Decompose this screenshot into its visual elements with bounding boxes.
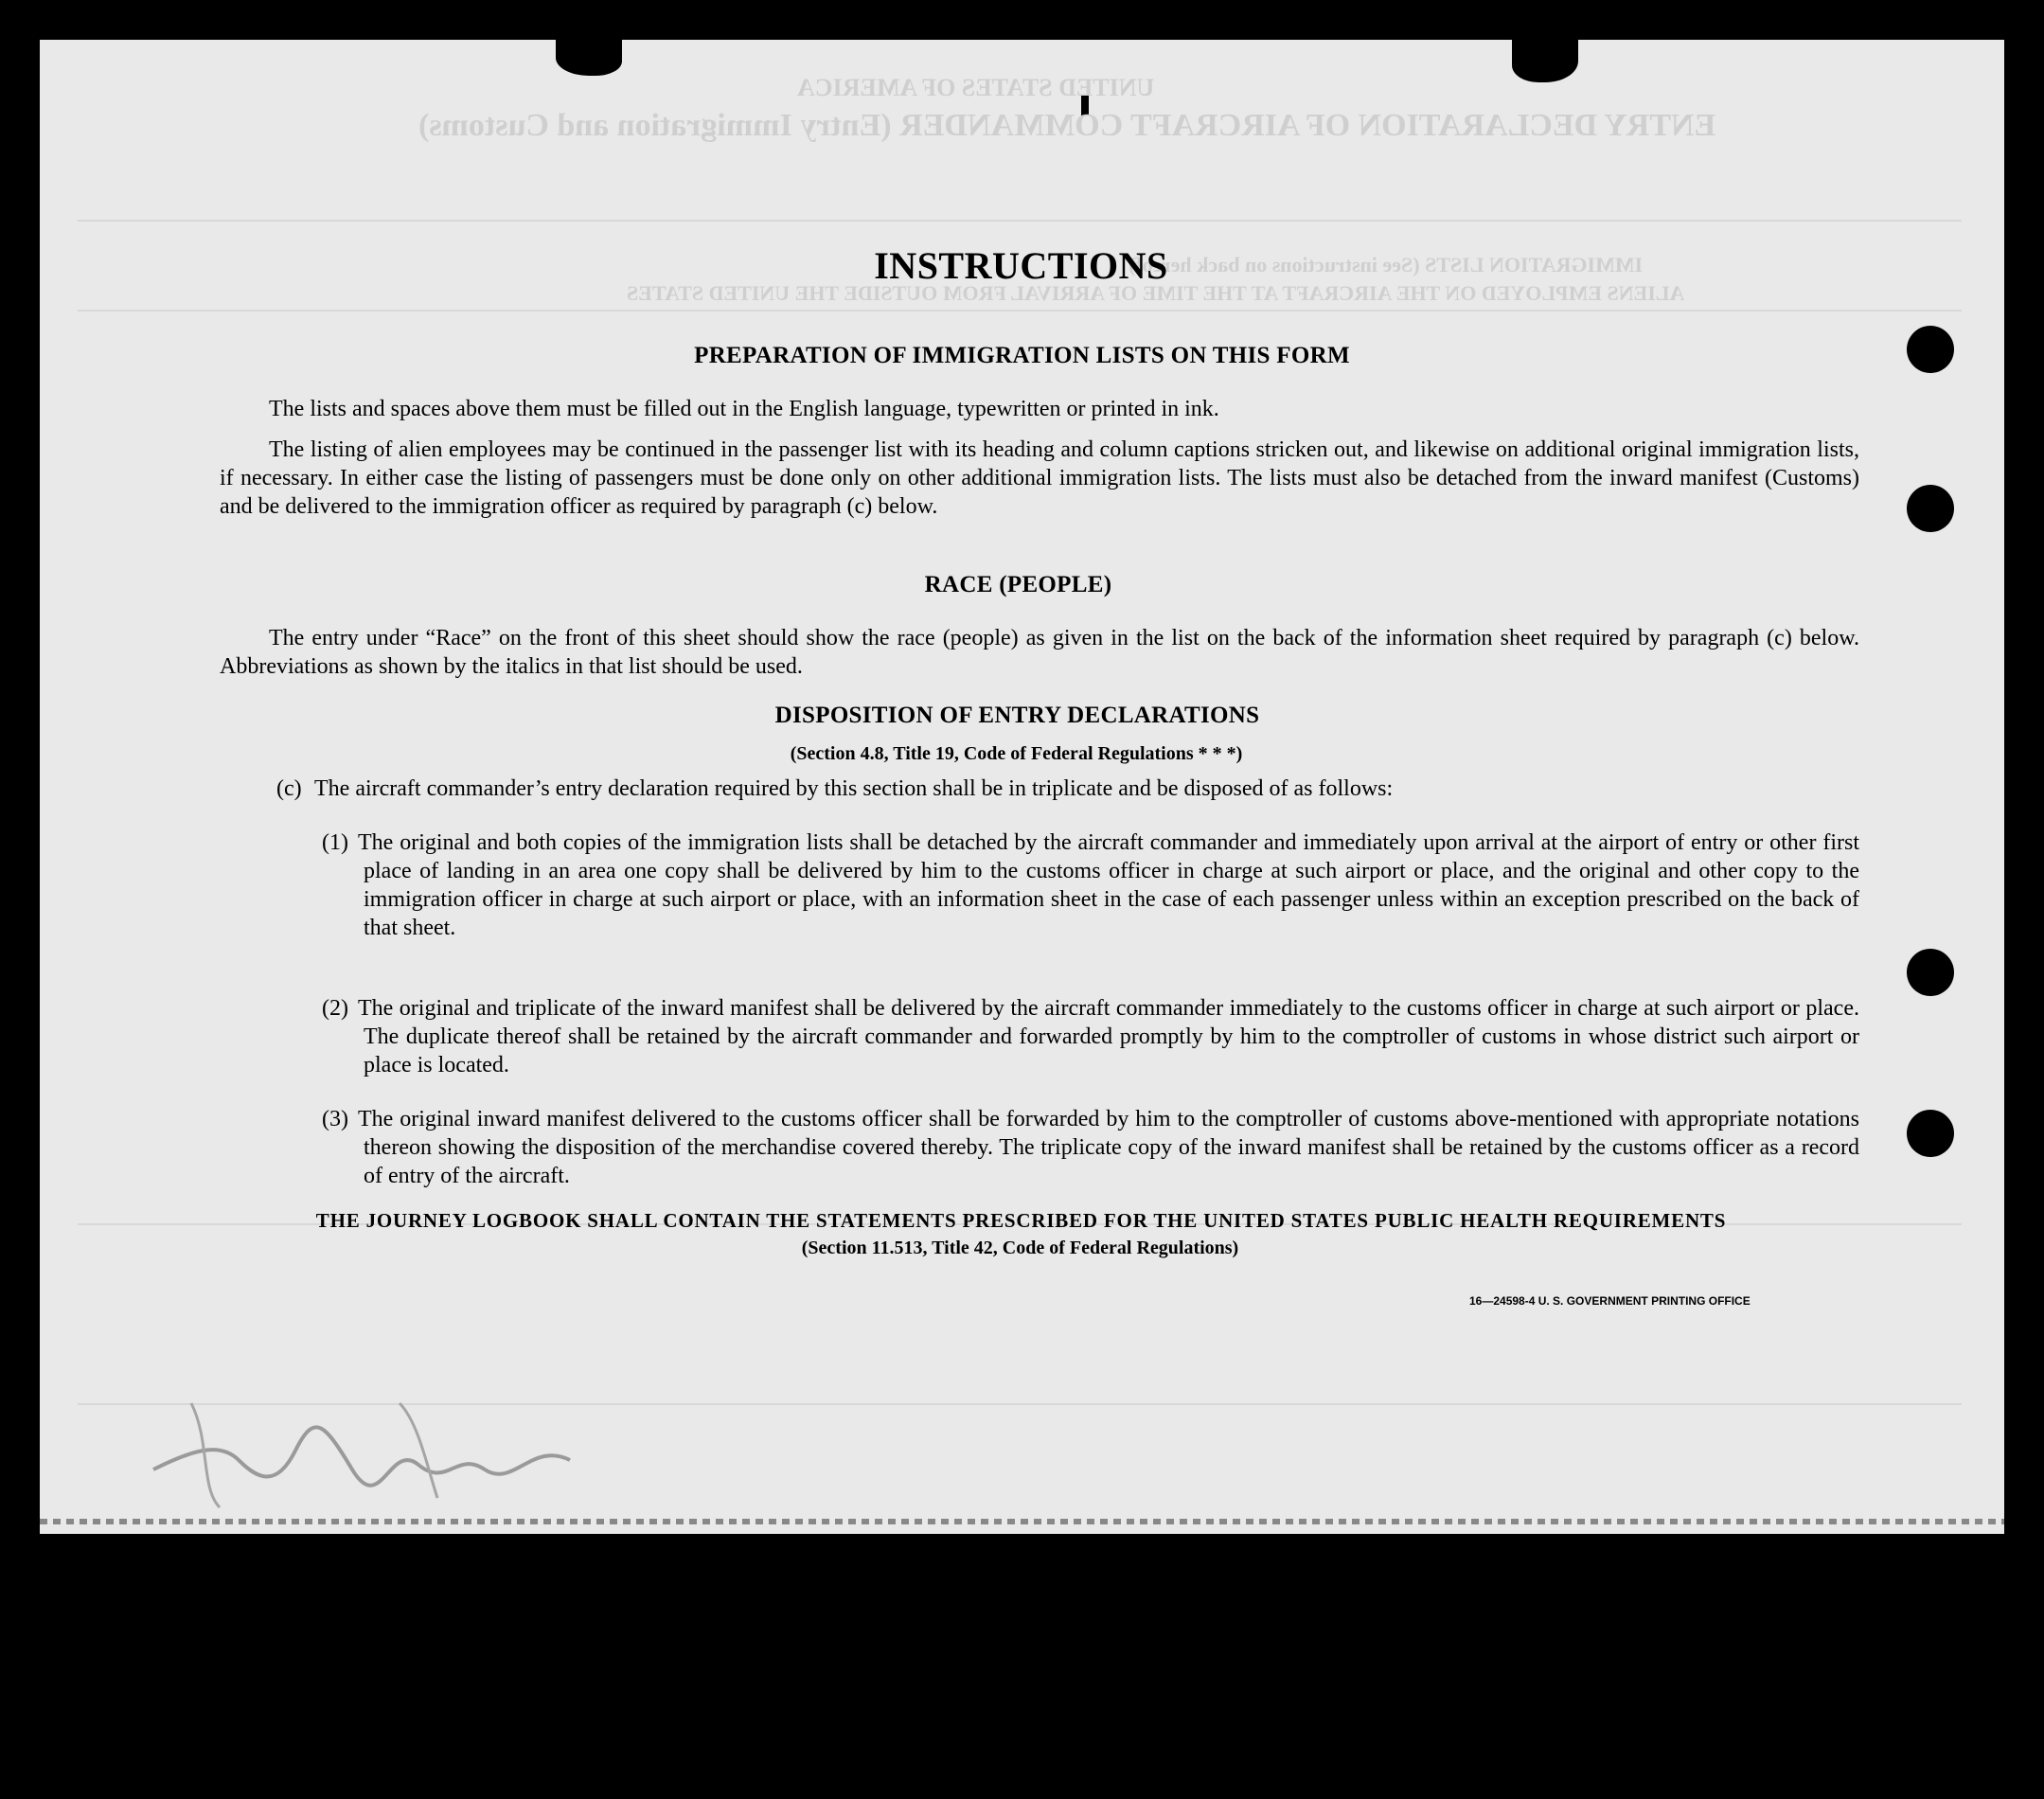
section-heading-disposition: DISPOSITION OF ENTRY DECLARATIONS: [774, 703, 1260, 728]
bleed-through: IMMIGRATION LISTS (See instructions on back hereof): [1129, 253, 1644, 276]
journey-logbook-citation: (Section 11.513, Title 42, Code of Federal Regulations): [801, 1238, 1239, 1258]
list-item-number: (2): [322, 996, 348, 1021]
paragraph-text: The listing of alien employees may be continued in the passenger list with its heading and column captions stricken out, and likewise on additional original immigration lists, if necessary. In either case the listing of passengers must be done only on other additional immigration lists. The lists must also be detached from the inward manifest (Customs) and be delivered to the immigration officer as required by paragraph (c) below.: [220, 437, 1859, 519]
paragraph-race: [220, 624, 1859, 681]
section-citation: (Section 4.8, Title 19, Code of Federal Regulations * * *): [790, 743, 1243, 764]
signature-mark: [134, 1384, 627, 1517]
paragraph-text: The aircraft commander’s entry declaration required by this section shall be in triplicate and be disposed of as follows:: [314, 776, 1394, 801]
list-item: [322, 1105, 1859, 1190]
document-page: [40, 40, 2004, 1534]
section-heading-preparation: PREPARATION OF IMMIGRATION LISTS ON THIS FORM: [694, 343, 1350, 368]
list-item-number: (1): [322, 830, 348, 855]
list-item-text: The original and triplicate of the inward manifest shall be delivered by the aircraft commander immediately to the customs officer in charge at such airport or place. The duplicate thereof shall be retained by the aircraft commander and forwarded promptly by him to the comptroller of customs in whose district such airport or place is located.: [358, 996, 1859, 1078]
list-item-number: (3): [322, 1107, 348, 1131]
printer-note: 16—24598-4 U. S. GOVERNMENT PRINTING OFFICE: [1469, 1294, 1751, 1308]
list-item-text: The original inward manifest delivered to the customs officer shall be forwarded by him to the comptroller of customs above-mentioned with appropriate notations thereon showing the disposition of the merchandise covered thereby. The triplicate copy of the inward manifest shall be retained by the customs officer as a record of entry of the aircraft.: [358, 1107, 1859, 1188]
journey-logbook-statement: THE JOURNEY LOGBOOK SHALL CONTAIN THE STATEMENTS PRESCRIBED FOR THE UNITED STATES PUBLIC HEALTH REQUIREMENTS: [315, 1209, 1727, 1232]
section-heading-race: RACE (PEOPLE): [924, 572, 1112, 597]
paragraph-text: The entry under “Race” on the front of this sheet should show the race (people) as given in the list on the back of the information sheet required by paragraph (c) below. Abbreviations as shown by the italics in that list should be used.: [220, 626, 1859, 679]
paragraph-text: The lists and spaces above them must be filled out in the English language, typewritten or printed in ink.: [269, 397, 1219, 421]
list-item: [322, 828, 1859, 942]
page-title: INSTRUCTIONS: [874, 244, 1168, 287]
paragraph-language-requirement: [220, 395, 1859, 423]
bleed-through: UNITED STATES OF AMERICA: [797, 74, 1155, 101]
paragraph-c-intro: [276, 775, 1859, 803]
list-item-text: The original and both copies of the immigration lists shall be detached by the aircraft commander and immediately upon arrival at the airport of entry or other first place of landing in an area one copy shall be delivered by him to the customs officer in charge at such airport or place, and the original and other copy to the immigration officer in charge at such airport or place, with an information sheet in the case of each passenger unless within an exception prescribed on the back of that sheet.: [358, 830, 1859, 940]
bleed-through: ALIENS EMPLOYED ON THE AIRCRAFT AT THE TIME OF ARRIVAL FROM OUTSIDE THE UNITED STATES: [627, 281, 1685, 305]
list-item: [322, 994, 1859, 1079]
bleed-through: ENTRY DECLARATION OF AIRCRAFT COMMANDER (Entry Immigration and Customs): [418, 108, 1716, 143]
paragraph-alien-employees: [220, 436, 1859, 521]
paragraph-label: (c): [276, 776, 302, 801]
